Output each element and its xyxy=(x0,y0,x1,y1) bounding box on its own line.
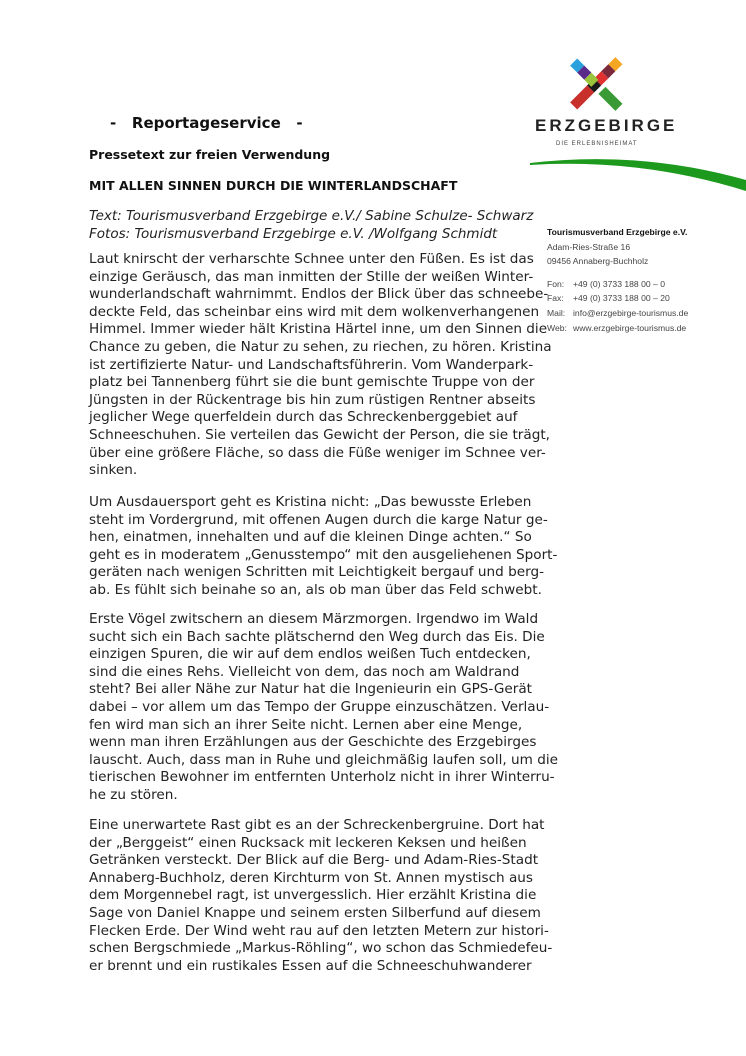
paragraph-1 xyxy=(89,251,552,480)
paragraph-2 xyxy=(89,494,558,600)
text-line: hen, einatmen, innehalten und auf die kleinen Dinge achten.“ So xyxy=(89,529,532,546)
text-line: Jüngsten in der Rückentrage bis hin zum rüstigen Rentner abseits xyxy=(89,391,536,408)
text-line: sinken. xyxy=(89,462,138,479)
text-line: Um Ausdauersport geht es Kristina nicht: „Das bewusste Erleben xyxy=(89,494,532,510)
text-line: platz bei Tannenberg führt sie die bunt gemischte Truppe von der xyxy=(89,374,535,391)
text-line: er brennt und ein rustikales Essen auf die Schneeschuhwanderer xyxy=(89,957,532,974)
text-line: Sage von Daniel Knappe und seinem ersten Silberfund auf diesem xyxy=(89,904,541,921)
text-line: tierischen Bewohner im entfernten Unterholz nicht in ihrer Winterru- xyxy=(89,769,555,786)
text-line: deckte Feld, das scheinbar eins wird mit dem wolkenverhangenen xyxy=(89,303,540,320)
text-line: jeglicher Wege querfeldein durch das Schreckenberggebiet auf xyxy=(89,409,518,426)
web-label: Web: xyxy=(547,322,567,333)
contact-city: 09456 Annaberg-Buchholz xyxy=(547,256,649,267)
fon-value: +49 (0) 3733 188 00 – 0 xyxy=(573,278,665,289)
text-line: Schneeschuhen. Sie verteilen das Gewicht der Person, die sie trägt, xyxy=(89,426,550,443)
service-label: - Reportageservice - xyxy=(110,114,303,132)
text-line: fen wird man sich an ihrer Seite nicht. Lernen aber eine Menge, xyxy=(89,716,523,733)
text-line: he zu stören. xyxy=(89,786,178,803)
mail-link[interactable]: info@erzgebirge-tourismus.de xyxy=(573,307,689,318)
text-line: Laut knirscht der verharschte Schnee unter den Füßen. Es ist das xyxy=(89,251,534,267)
text-line: steht im Vordergrund, mit offenen Augen durch die karge Natur ge- xyxy=(89,511,548,528)
brand-tagline: DIE ERLEBNISHEIMAT xyxy=(556,141,638,147)
subtitle: Pressetext zur freien Verwendung xyxy=(89,147,331,162)
text-line: wenn man ihren Erzählungen aus der Geschichte des Erzgebirges xyxy=(89,734,537,751)
photo-credit: Fotos: Tourismusverband Erzgebirge e.V. /Wolfgang Schmidt xyxy=(89,226,498,242)
text-line: einzigen Spuren, die wir auf dem endlos weißen Tuch entdecken, xyxy=(89,646,531,663)
brand-name: ERZGEBIRGE xyxy=(535,116,678,135)
contact-block xyxy=(547,225,688,335)
text-line: lauscht. Auch, dass man in Ruhe und gleichmäßig laufen soll, um die xyxy=(89,751,558,768)
text-line: Erste Vögel zwitschern an diesem Märzmorgen. Irgendwo im Wald xyxy=(89,611,539,627)
text-line: Getränken versteckt. Der Blick auf die Berg- und Adam-Ries-Stadt xyxy=(89,852,539,869)
text-line: schen Bergschmiede „Markus-Röhling“, wo schon das Schmiedefeu- xyxy=(89,940,553,957)
mail-label: Mail: xyxy=(547,307,566,318)
text-line: der „Berggeist“ einen Rucksack mit leckeren Keksen und heißen xyxy=(89,834,527,851)
fon-label: Fon: xyxy=(547,278,565,289)
text-line: sucht sich ein Bach sachte plätschernd den Weg durch das Eis. Die xyxy=(89,628,545,645)
text-line: über eine größere Fläche, so dass die Füße weniger im Schnee ver- xyxy=(89,444,546,461)
erzgebirge-logo-icon xyxy=(565,56,629,112)
paragraph-3 xyxy=(89,611,558,805)
green-swoosh xyxy=(530,150,746,195)
paragraph-4 xyxy=(89,817,553,975)
text-line: Himmel. Immer wieder hält Kristina Härtel inne, um den Sinnen die xyxy=(89,321,548,338)
text-line: Annaberg-Buchholz, deren Kirchturm von St. Annen mystisch aus xyxy=(89,869,534,886)
contact-org: Tourismusverband Erzgebirge e.V. xyxy=(547,227,688,237)
text-line: einzige Geräusch, das man inmitten der Stille der weißen Winter- xyxy=(89,268,534,285)
text-line: geräten nach wenigen Schritten mit Leichtigkeit bergauf und berg- xyxy=(89,564,544,581)
text-line: dem Morgennebel ragt, ist unvergesslich. Hier erzählt Kristina die xyxy=(89,887,537,904)
text-line: wunderlandschaft wahrnimmt. Endlos der Blick über das schneebe- xyxy=(89,286,549,303)
text-line: Flecken Erde. Der Wind weht rau auf den letzten Metern zur histori- xyxy=(89,922,549,939)
headline: MIT ALLEN SINNEN DURCH DIE WINTERLANDSCHAFT xyxy=(89,178,458,193)
fax-label: Fax: xyxy=(547,293,564,304)
text-line: steht? Bei aller Nähe zur Natur hat die Ingenieurin ein GPS-Gerät xyxy=(89,681,532,698)
text-line: ist zertifizierte Natur- und Landschaftsführerin. Vom Wanderpark- xyxy=(89,356,534,373)
text-line: sind die eines Rehs. Vielleicht von dem, das noch am Waldrand xyxy=(89,663,520,680)
web-link[interactable]: www.erzgebirge-tourismus.de xyxy=(573,322,687,333)
text-line: Eine unerwartete Rast gibt es an der Schreckenbergruine. Dort hat xyxy=(89,817,545,833)
text-line: ab. Es fühlt sich beinahe so an, als ob man über das Feld schwebt. xyxy=(89,581,542,598)
text-credit: Text: Tourismusverband Erzgebirge e.V./ Sabine Schulze- Schwarz xyxy=(89,208,534,224)
fax-value: +49 (0) 3733 188 00 – 20 xyxy=(573,293,670,304)
contact-street: Adam-Ries-Straße 16 xyxy=(547,241,631,252)
text-line: Chance zu geben, die Natur zu sehen, zu riechen, zu hören. Kristina xyxy=(89,338,552,355)
text-line: geht es in moderatem „Genusstempo“ mit den ausgeliehenen Sport- xyxy=(89,546,558,563)
text-line: dabei – vor allem um das Tempo der Gruppe einzuschätzen. Verlau- xyxy=(89,698,550,715)
